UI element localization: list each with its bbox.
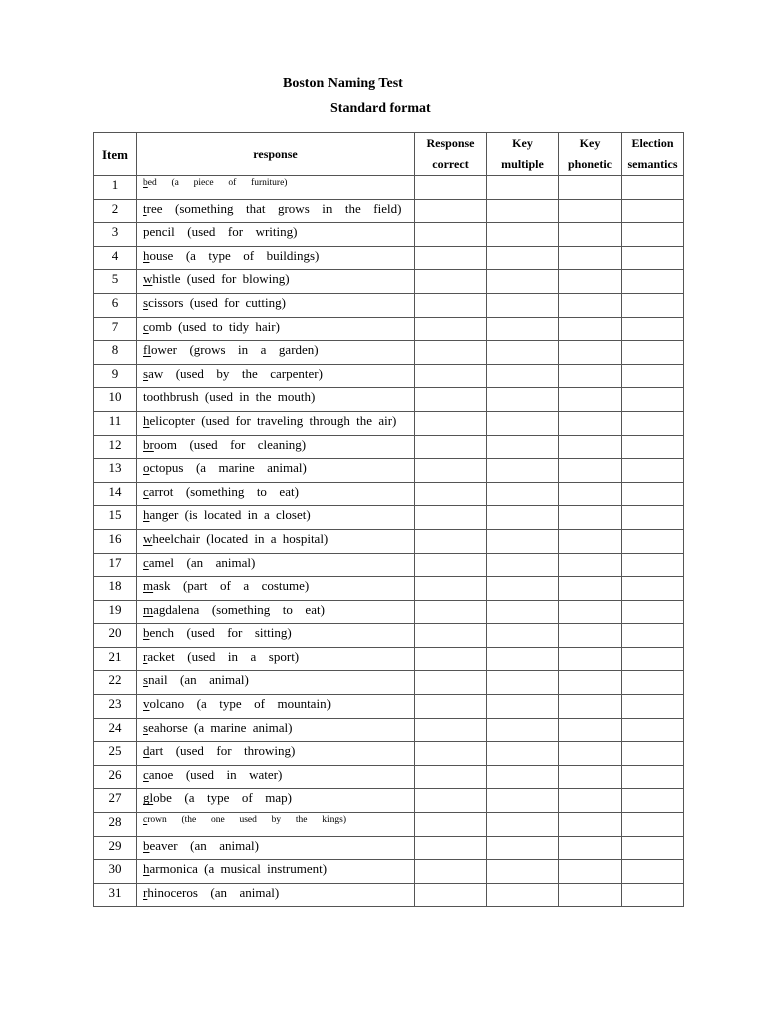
response-correct-cell[interactable] [415,671,487,695]
key-multiple-cell[interactable] [487,671,559,695]
response-correct-cell[interactable] [415,600,487,624]
document-subtitle: Standard format [330,101,431,116]
response-cue-letters: h [143,247,150,263]
item-number: 24 [94,718,137,742]
response-text: anoe (used in water) [148,766,283,782]
election-semantics-cell[interactable] [622,364,684,388]
table-row [94,624,684,648]
response-text: aw (used by the carpenter) [148,365,323,381]
item-number: 23 [94,695,137,719]
response-text: histle (used for blowing) [152,271,290,287]
election-semantics-cell[interactable] [622,624,684,648]
election-semantics-cell[interactable] [622,341,684,365]
response-cell [137,176,415,200]
response-text: eaver (an animal) [149,837,259,853]
table-row [94,718,684,742]
election-semantics-cell[interactable] [622,553,684,577]
election-semantics-cell[interactable] [622,435,684,459]
item-number: 1 [94,176,137,200]
key-phonetic-cell[interactable] [559,836,622,860]
table-row [94,435,684,459]
response-text: anger (is located in a closet) [149,507,311,523]
response-correct-cell[interactable] [415,506,487,530]
key-phonetic-cell[interactable] [559,789,622,813]
table-row [94,765,684,789]
response-correct-cell[interactable] [415,789,487,813]
response-cell [137,341,415,365]
response-correct-cell[interactable] [415,860,487,884]
item-number: 7 [94,317,137,341]
election-semantics-cell[interactable] [622,223,684,247]
response-cue-letters: h [143,412,150,428]
response-correct-cell[interactable] [415,293,487,317]
response-text: agdalena (something to eat) [153,601,325,617]
key-phonetic-cell[interactable] [559,860,622,884]
response-correct-cell[interactable] [415,695,487,719]
key-multiple-cell[interactable] [487,765,559,789]
response-cell [137,695,415,719]
key-phonetic-cell[interactable] [559,813,622,837]
response-correct-cell[interactable] [415,765,487,789]
response-cell [137,199,415,223]
response-cue-letters: c [143,554,149,570]
key-phonetic-cell[interactable] [559,176,622,200]
response-cue-letters: h [143,861,150,877]
key-phonetic-cell[interactable] [559,695,622,719]
table-row [94,742,684,766]
key-multiple-cell[interactable] [487,883,559,907]
key-phonetic-cell[interactable] [559,482,622,506]
key-multiple-cell[interactable] [487,317,559,341]
response-text: oom (used for cleaning) [153,436,307,452]
key-multiple-cell[interactable] [487,341,559,365]
table-row [94,577,684,601]
response-cell [137,624,415,648]
response-text: heelchair (located in a hospital) [152,530,329,546]
header-line: correct [432,157,469,171]
response-text: ower (grows in a garden) [150,342,319,358]
key-phonetic-cell[interactable] [559,600,622,624]
election-semantics-cell[interactable] [622,765,684,789]
document-title: Boston Naming Test [283,76,403,91]
item-number: 11 [94,411,137,435]
key-multiple-cell[interactable] [487,270,559,294]
response-cue-letters: gl [143,790,154,806]
election-semantics-cell[interactable] [622,695,684,719]
key-multiple-cell[interactable] [487,789,559,813]
table-row [94,695,684,719]
item-number: 10 [94,388,137,412]
table-row [94,459,684,483]
response-cell [137,647,415,671]
header-election-semantics [622,133,684,176]
response-text: ask (part of a costume) [153,578,310,594]
key-multiple-cell[interactable] [487,860,559,884]
key-phonetic-cell[interactable] [559,765,622,789]
response-cue-letters: br [143,436,154,452]
table-row [94,813,684,837]
response-cell [137,600,415,624]
key-phonetic-cell[interactable] [559,718,622,742]
response-correct-cell[interactable] [415,223,487,247]
table-row [94,647,684,671]
table-row [94,317,684,341]
key-multiple-cell[interactable] [487,388,559,412]
key-phonetic-cell[interactable] [559,411,622,435]
response-cell [137,529,415,553]
table-row [94,293,684,317]
election-semantics-cell[interactable] [622,600,684,624]
table-row [94,176,684,200]
response-text: olcano (a type of mountain) [149,696,331,712]
election-semantics-cell[interactable] [622,836,684,860]
response-text: toothbrush (used in the mouth) [143,389,316,405]
item-number: 18 [94,577,137,601]
key-multiple-cell[interactable] [487,293,559,317]
response-text: eahorse (a marine animal) [148,719,293,735]
response-correct-cell[interactable] [415,836,487,860]
election-semantics-cell[interactable] [622,270,684,294]
item-number: 22 [94,671,137,695]
response-cell [137,388,415,412]
election-semantics-cell[interactable] [622,883,684,907]
response-text: nail (an animal) [148,672,249,688]
item-number: 3 [94,223,137,247]
response-text: ench (used for sitting) [149,625,292,641]
response-cell [137,411,415,435]
response-cue-letters: w [143,271,153,287]
key-phonetic-cell[interactable] [559,199,622,223]
response-cue-letters: t [143,200,147,216]
response-cell [137,789,415,813]
response-cell [137,223,415,247]
election-semantics-cell[interactable] [622,671,684,695]
response-cue-letters: b [143,178,148,188]
table-row [94,836,684,860]
response-cell [137,765,415,789]
key-phonetic-cell[interactable] [559,671,622,695]
election-semantics-cell[interactable] [622,176,684,200]
key-multiple-cell[interactable] [487,529,559,553]
table-row [94,789,684,813]
response-text: pencil (used for writing) [143,224,298,240]
response-cell [137,435,415,459]
key-multiple-cell[interactable] [487,176,559,200]
item-number: 28 [94,813,137,837]
response-cell [137,836,415,860]
naming-test-table [93,132,684,907]
response-text: omb (used to tidy hair) [148,318,280,334]
response-cue-letters: b [143,837,150,853]
response-text: cissors (used for cutting) [148,294,286,310]
item-number: 4 [94,246,137,270]
key-phonetic-cell[interactable] [559,270,622,294]
response-cue-letters: fl [143,342,151,358]
header-line: semantics [627,157,678,171]
table-header-row [94,133,684,176]
response-correct-cell[interactable] [415,270,487,294]
key-multiple-cell[interactable] [487,718,559,742]
key-phonetic-cell[interactable] [559,506,622,530]
key-multiple-cell[interactable] [487,624,559,648]
response-cue-letters: c [143,766,149,782]
table-row [94,411,684,435]
response-text: obe (a type of map) [153,790,292,806]
table-row [94,482,684,506]
response-cell [137,270,415,294]
response-correct-cell[interactable] [415,246,487,270]
response-cue-letters: h [143,507,150,523]
response-correct-cell[interactable] [415,529,487,553]
key-multiple-cell[interactable] [487,459,559,483]
response-correct-cell[interactable] [415,388,487,412]
election-semantics-cell[interactable] [622,506,684,530]
key-phonetic-cell[interactable] [559,341,622,365]
election-semantics-cell[interactable] [622,860,684,884]
response-cell [137,577,415,601]
table-row [94,223,684,247]
response-text: armonica (a musical instrument) [149,861,328,877]
election-semantics-cell[interactable] [622,718,684,742]
response-text: ed (a piece of furniture) [147,178,288,188]
key-multiple-cell[interactable] [487,482,559,506]
key-multiple-cell[interactable] [487,506,559,530]
item-number: 27 [94,789,137,813]
item-number: 9 [94,364,137,388]
election-semantics-cell[interactable] [622,647,684,671]
key-phonetic-cell[interactable] [559,553,622,577]
item-number: 15 [94,506,137,530]
item-number: 26 [94,765,137,789]
response-cue-letters: m [143,601,154,617]
table-body [94,176,684,907]
header-line: multiple [501,157,544,171]
key-phonetic-cell[interactable] [559,293,622,317]
header-response: response [137,133,415,176]
key-multiple-cell[interactable] [487,223,559,247]
item-number: 14 [94,482,137,506]
item-number: 29 [94,836,137,860]
response-correct-cell[interactable] [415,317,487,341]
key-multiple-cell[interactable] [487,435,559,459]
response-cue-letters: s [143,672,149,688]
key-multiple-cell[interactable] [487,695,559,719]
key-phonetic-cell[interactable] [559,246,622,270]
key-multiple-cell[interactable] [487,813,559,837]
key-multiple-cell[interactable] [487,553,559,577]
response-correct-cell[interactable] [415,813,487,837]
header-key-phonetic [559,133,622,176]
key-phonetic-cell[interactable] [559,647,622,671]
response-cue-letters: d [143,743,150,759]
response-text: art (used for throwing) [149,743,296,759]
item-number: 30 [94,860,137,884]
key-multiple-cell[interactable] [487,246,559,270]
response-cue-letters: r [143,648,148,664]
response-text: acket (used in a sport) [147,648,300,664]
key-phonetic-cell[interactable] [559,388,622,412]
response-cell [137,364,415,388]
key-phonetic-cell[interactable] [559,317,622,341]
item-number: 2 [94,199,137,223]
response-cue-letters: b [143,625,150,641]
response-correct-cell[interactable] [415,647,487,671]
key-phonetic-cell[interactable] [559,223,622,247]
response-correct-cell[interactable] [415,411,487,435]
header-line: Election [631,136,674,150]
table-row [94,529,684,553]
response-cell [137,482,415,506]
response-correct-cell[interactable] [415,199,487,223]
table-row [94,341,684,365]
response-text: hinoceros (an animal) [147,884,280,900]
key-phonetic-cell[interactable] [559,624,622,648]
table-row [94,506,684,530]
response-correct-cell[interactable] [415,459,487,483]
election-semantics-cell[interactable] [622,577,684,601]
response-correct-cell[interactable] [415,482,487,506]
response-correct-cell[interactable] [415,553,487,577]
response-text: ree (something that grows in the field) [146,200,402,216]
response-cell [137,718,415,742]
response-correct-cell[interactable] [415,718,487,742]
item-number: 8 [94,341,137,365]
response-correct-cell[interactable] [415,577,487,601]
response-text: amel (an animal) [148,554,256,570]
response-text: elicopter (used for traveling through the air) [149,412,397,428]
response-cell [137,883,415,907]
response-cell [137,459,415,483]
item-number: 12 [94,435,137,459]
election-semantics-cell[interactable] [622,411,684,435]
header-line: phonetic [567,157,612,171]
response-correct-cell[interactable] [415,341,487,365]
table-row [94,246,684,270]
table-row [94,270,684,294]
item-number: 5 [94,270,137,294]
response-cue-letters: s [143,294,149,310]
table-row [94,364,684,388]
key-phonetic-cell[interactable] [559,529,622,553]
election-semantics-cell[interactable] [622,459,684,483]
election-semantics-cell[interactable] [622,742,684,766]
response-cell [137,246,415,270]
item-number: 20 [94,624,137,648]
election-semantics-cell[interactable] [622,813,684,837]
response-cue-letters: o [143,460,150,476]
election-semantics-cell[interactable] [622,789,684,813]
response-text: rown (the one used by the kings) [147,815,346,826]
response-cue-letters: r [143,884,148,900]
header-response-correct [415,133,487,176]
response-cue-letters: c [143,483,149,499]
response-cell [137,293,415,317]
item-number: 17 [94,553,137,577]
election-semantics-cell[interactable] [622,529,684,553]
table-row [94,671,684,695]
table-row [94,553,684,577]
response-cell [137,553,415,577]
header-line: Key [512,136,533,150]
key-multiple-cell[interactable] [487,577,559,601]
item-number: 13 [94,459,137,483]
response-text: ouse (a type of buildings) [149,247,320,263]
table-row [94,860,684,884]
key-phonetic-cell[interactable] [559,742,622,766]
response-correct-cell[interactable] [415,624,487,648]
item-number: 16 [94,529,137,553]
header-item: Item [94,133,137,176]
header-line: Key [579,136,601,150]
response-cue-letters: c [143,815,148,826]
response-cue-letters: v [143,696,150,712]
response-correct-cell[interactable] [415,364,487,388]
key-multiple-cell[interactable] [487,600,559,624]
response-cue-letters: m [143,578,154,594]
election-semantics-cell[interactable] [622,482,684,506]
table-row [94,600,684,624]
response-text: arrot (something to eat) [148,483,299,499]
response-cue-letters: c [143,318,149,334]
response-cue-letters: w [143,530,153,546]
key-phonetic-cell[interactable] [559,364,622,388]
response-correct-cell[interactable] [415,742,487,766]
key-multiple-cell[interactable] [487,199,559,223]
response-cue-letters: s [143,365,149,381]
key-phonetic-cell[interactable] [559,435,622,459]
table-row [94,388,684,412]
response-correct-cell[interactable] [415,435,487,459]
response-correct-cell[interactable] [415,883,487,907]
response-cell [137,813,415,837]
item-number: 19 [94,600,137,624]
key-phonetic-cell[interactable] [559,577,622,601]
response-text: ctopus (a marine animal) [149,460,307,476]
election-semantics-cell[interactable] [622,388,684,412]
item-number: 25 [94,742,137,766]
header-key-multiple [487,133,559,176]
response-cell [137,860,415,884]
election-semantics-cell[interactable] [622,317,684,341]
response-cell [137,671,415,695]
election-semantics-cell[interactable] [622,293,684,317]
key-multiple-cell[interactable] [487,411,559,435]
key-multiple-cell[interactable] [487,742,559,766]
item-number: 6 [94,293,137,317]
response-cell [137,506,415,530]
election-semantics-cell[interactable] [622,246,684,270]
response-cell [137,317,415,341]
response-cue-letters: s [143,719,149,735]
table-row [94,199,684,223]
table-row [94,883,684,907]
key-phonetic-cell[interactable] [559,883,622,907]
item-number: 21 [94,647,137,671]
key-multiple-cell[interactable] [487,647,559,671]
key-multiple-cell[interactable] [487,364,559,388]
item-number: 31 [94,883,137,907]
header-line: Response [426,136,475,150]
response-correct-cell[interactable] [415,176,487,200]
key-phonetic-cell[interactable] [559,459,622,483]
election-semantics-cell[interactable] [622,199,684,223]
response-cell [137,742,415,766]
key-multiple-cell[interactable] [487,836,559,860]
